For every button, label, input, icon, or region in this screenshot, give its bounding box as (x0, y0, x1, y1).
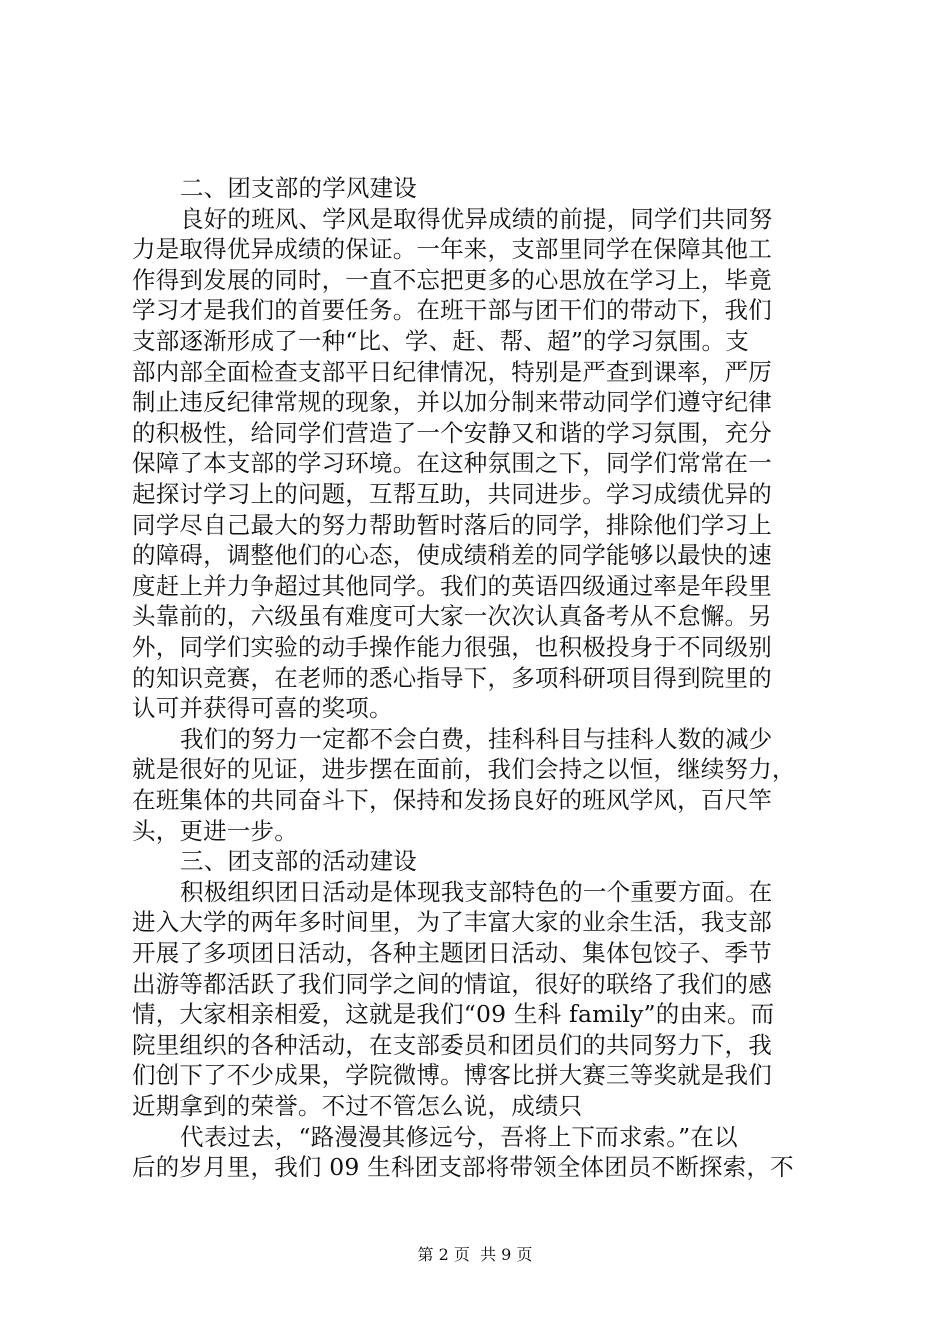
section-heading: 二、团支部的学风建设 (180, 174, 417, 202)
paragraph-line: 开展了多项团日活动，各种主题团日活动、集体包饺子、季节 (132, 939, 772, 967)
paragraph-line: 出游等都活跃了我们同学之间的情谊，很好的联络了我们的感 (132, 969, 772, 998)
paragraph-line: 认可并获得可喜的奖项。 (132, 694, 393, 723)
paragraph-line: 良好的班风、学风是取得优异成绩的前提，同学们共同努 (180, 204, 773, 233)
paragraph-line: 就是很好的见证，进步摆在面前，我们会持之以恒，继续努力， (132, 755, 796, 784)
paragraph-line: 在班集体的共同奋斗下，保持和发扬良好的班风学风，百尺竿 (132, 786, 772, 814)
paragraph-line: 起探讨学习上的问题，互帮互助，共同进步。学习成绩优异的 (132, 480, 772, 508)
paragraph-line: 外，同学们实验的动手操作能力很强，也积极投身于不同级别 (132, 633, 772, 661)
page-number-footer: 第 2 页 共 9 页 (417, 1245, 533, 1264)
paragraph-line: 部内部全面检查支部平日纪律情况，特别是严查到课率，严厉 (132, 357, 772, 386)
paragraph-line: 进入大学的两年多时间里，为了丰富大家的业余生活，我支部 (132, 908, 772, 937)
paragraph-line: 代表过去，“路漫漫其修远兮，吾将上下而求索。”在以 (180, 1122, 738, 1151)
section-heading: 三、团支部的活动建设 (180, 847, 417, 876)
paragraph-line: 头靠前的，六级虽有难度可大家一次次认真备考从不怠懈。另 (132, 602, 772, 631)
paragraph-line: 积极组织团日活动是体现我支部特色的一个重要方面。在 (180, 877, 773, 906)
paragraph-line: 的障碍，调整他们的心态，使成绩稍差的同学能够以最快的速 (132, 541, 772, 570)
paragraph-line: 力是取得优异成绩的保证。一年来，支部里同学在保障其他工 (132, 235, 772, 264)
paragraph-line: 后的岁月里，我们 09 生科团支部将带领全体团员不断探索，不 (132, 1153, 794, 1182)
paragraph-line: 们创下了不少成果，学院微博。博客比拼大赛三等奖就是我们 (132, 1061, 772, 1090)
paragraph-line: 情，大家相亲相爱，这就是我们“09 生科 family”的由来。而 (132, 1000, 775, 1029)
paragraph-line: 同学尽自己最大的努力帮助暂时落后的同学，排除他们学习上 (132, 510, 772, 539)
paragraph-line: 院里组织的各种活动，在支部委员和团员们的共同努力下，我 (132, 1030, 772, 1059)
paragraph-line: 度赶上并力争超过其他同学。我们的英语四级通过率是年段里 (132, 571, 772, 600)
paragraph-line: 作得到发展的同时，一直不忘把更多的心思放在学习上，毕竟 (132, 265, 772, 294)
paragraph-line: 的积极性，给同学们营造了一个安静又和谐的学习氛围，充分 (132, 418, 772, 447)
paragraph-line: 保障了本支部的学习环境。在这种氛围之下，同学们常常在一 (132, 449, 772, 478)
paragraph-line: 的知识竞赛，在老师的悉心指导下，多项科研项目得到院里的 (132, 663, 772, 692)
paragraph-line: 学习才是我们的首要任务。在班干部与团干们的带动下，我们 (132, 296, 772, 325)
paragraph-line: 我们的努力一定都不会白费，挂科科目与挂科人数的减少 (180, 724, 773, 753)
paragraph-line: 头，更进一步。 (132, 816, 298, 845)
paragraph-line: 支部逐渐形成了一种“比、学、赶、帮、超”的学习氛围。支 (132, 327, 749, 355)
paragraph-line: 制止违反纪律常规的现象，并以加分制来带动同学们遵守纪律 (132, 388, 772, 417)
paragraph-line: 近期拿到的荣誉。不过不管怎么说，成绩只 (132, 1092, 583, 1120)
